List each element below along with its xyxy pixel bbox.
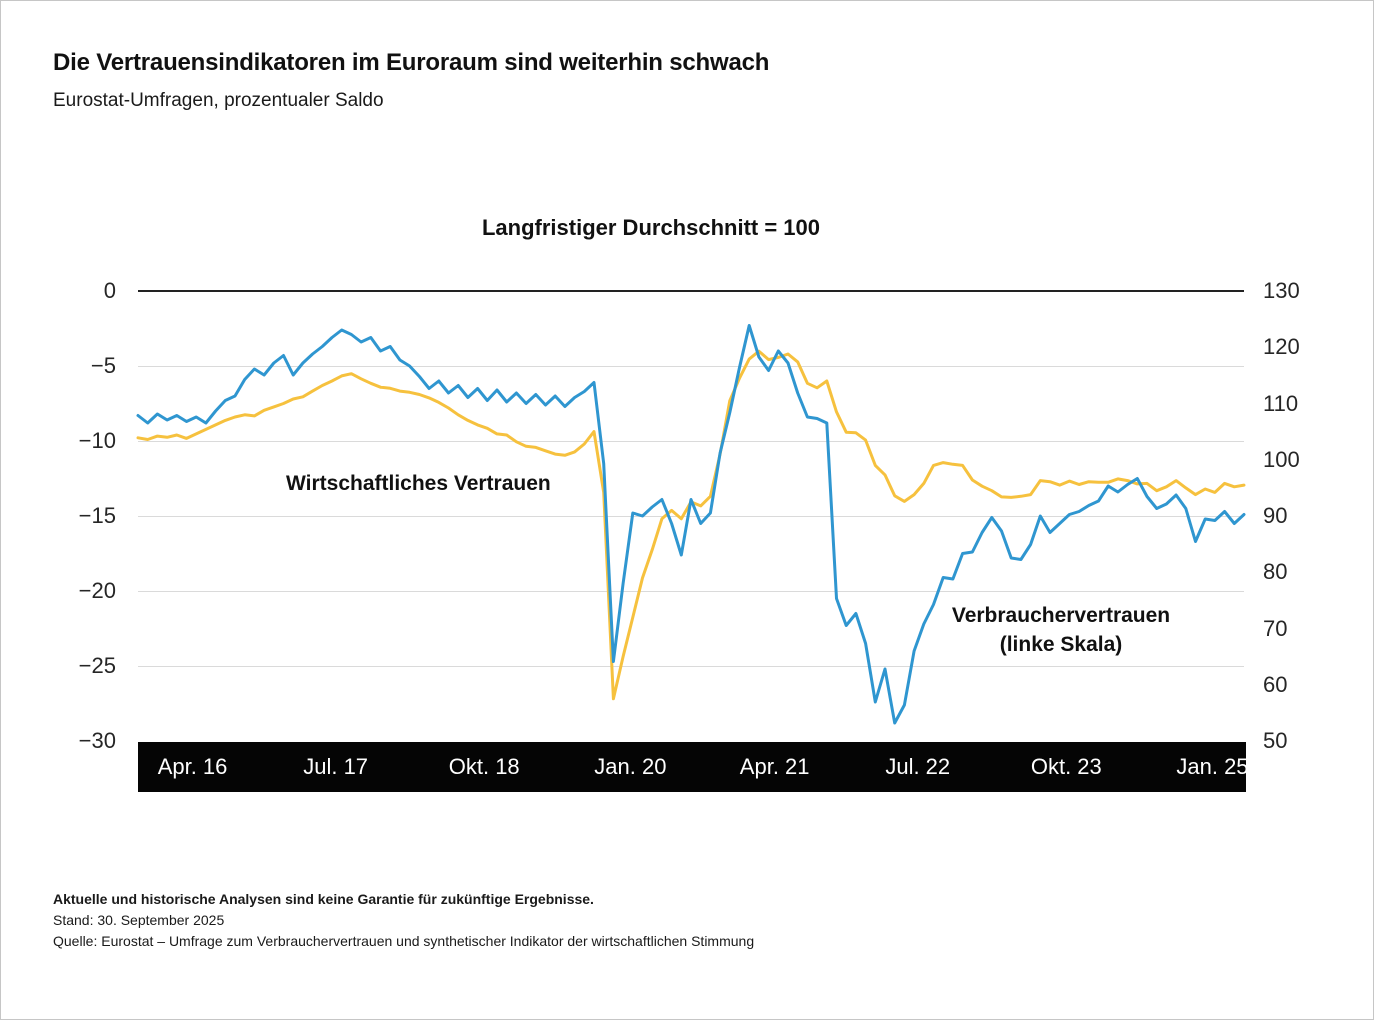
chart-canvas [1,1,1374,1020]
y-right-tick-label: 60 [1263,671,1288,697]
x-tick-label: Jul. 22 [885,754,951,779]
y-right-tick-label: 80 [1263,559,1288,585]
gridline [138,441,1244,442]
footer-date: Stand: 30. September 2025 [53,912,225,928]
y-left-tick-label: −25 [78,653,116,678]
x-tick-label: Jul. 17 [303,754,369,779]
annotation-consumer-confidence [931,601,1191,659]
y-right-tick-label: 130 [1263,278,1300,303]
annotation-consumer-line2: (linke Skala) [999,633,1123,656]
x-tick-label: Apr. 16 [157,754,228,779]
y-right-tick-label: 110 [1263,390,1299,416]
gridline [138,366,1244,367]
zero-baseline [138,290,1244,292]
x-tick-label: Okt. 18 [448,754,520,779]
y-right-tick-label: 120 [1263,334,1300,360]
footer [53,889,754,952]
footer-disclaimer: Aktuelle und historische Analysen sind keine Garantie für zukünftige Ergebnisse. [53,891,594,907]
report-subtitle: Eurostat-Umfragen, prozentualer Saldo [53,90,384,111]
annotation-consumer-line1: Verbrauchervertrauen [951,604,1171,627]
x-tick-label: Apr. 21 [739,754,810,779]
y-left-tick-label: −10 [78,428,116,453]
gridline [138,666,1244,667]
y-left-tick-label: −30 [78,728,116,753]
x-axis-band [138,742,1249,792]
y-right-tick-label: 90 [1263,503,1288,528]
footer-source: Quelle: Eurostat – Umfrage zum Verbrauchervertrauen und synthetischer Indikator der wirtschaftlichen Stimmung [53,933,755,949]
x-tick-label: Okt. 23 [1030,754,1102,779]
gridline [138,516,1244,517]
y-left-tick-label: −15 [78,503,116,528]
x-tick-label: Jan. 20 [594,754,667,779]
gridline [138,591,1244,592]
chart-title: Langfristiger Durchschnitt = 100 [481,215,821,240]
report-title: Die Vertrauensindikatoren im Euroraum sind weiterhin schwach [53,49,770,76]
y-left-tick-label: −20 [78,578,116,603]
y-left-tick-label: −5 [90,353,116,378]
annotation-economic-confidence: Wirtschaftliches Vertrauen [286,472,551,495]
y-right-tick-label: 100 [1263,446,1300,472]
y-right-tick-label: 70 [1263,615,1288,641]
y-right-tick-label: 50 [1263,728,1288,753]
x-tick-label: Jan. 25 [1176,754,1249,779]
y-left-tick-label: 0 [103,278,116,303]
consumer-confidence-line [138,326,1244,724]
